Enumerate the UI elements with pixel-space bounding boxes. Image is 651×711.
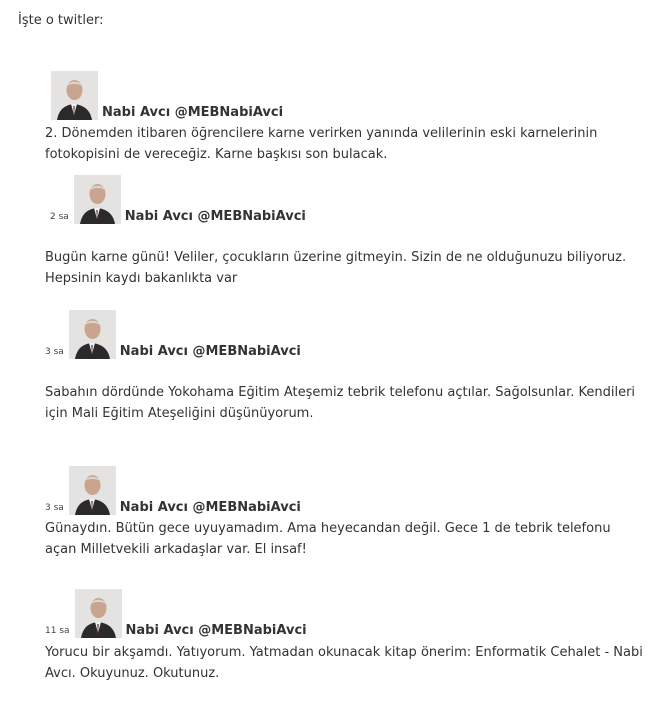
portrait-icon — [74, 175, 121, 224]
tweet-text: Sabahın dördünde Yokohama Eğitim Ateşemiz tebrik telefonu açtılar. Sağolsunlar. Kendileri için Mali Eğitim Ateşeliğini düşünüyorum. — [45, 385, 636, 421]
tweet-time[interactable]: 3 sa — [45, 347, 64, 357]
intro-text: İşte o twitler: — [18, 13, 104, 28]
portrait-icon — [69, 466, 116, 515]
avatar[interactable] — [69, 310, 116, 359]
tweet-text: Bugün karne günü! Veliler, çocukların üzerine gitmeyin. Sizin de ne olduğunuzu biliyoruz. Hepsinin kaydı bakanlıkta var — [45, 250, 627, 286]
tweet-header — [50, 175, 306, 224]
portrait-icon — [51, 71, 98, 120]
tweet-header — [51, 71, 283, 120]
tweet-header — [45, 589, 307, 638]
tweet-header — [45, 310, 301, 359]
tweet-text: Günaydın. Bütün gece uyuyamadım. Ama heyecandan değil. Gece 1 de tebrik telefonu açan Milletvekili arkadaşlar var. El insaf! — [45, 521, 611, 557]
avatar[interactable] — [74, 175, 121, 224]
tweet-author[interactable]: Nabi Avcı @MEBNabiAvci — [102, 105, 284, 120]
tweet-time[interactable]: 11 sa — [45, 626, 70, 636]
tweet-author[interactable]: Nabi Avcı @MEBNabiAvci — [119, 500, 301, 515]
tweet-time[interactable]: 2 sa — [50, 212, 69, 222]
tweet-text: Yorucu bir akşamdı. Yatıyorum. Yatmadan okunacak kitap önerim: Enformatik Cehalet - Nabi Avcı. Okuyunuz. Okutunuz. — [45, 645, 643, 681]
tweet-author[interactable]: Nabi Avcı @MEBNabiAvci — [125, 623, 307, 638]
tweet-header — [45, 466, 301, 515]
avatar[interactable] — [69, 466, 116, 515]
avatar[interactable] — [51, 71, 98, 120]
portrait-icon — [69, 310, 116, 359]
tweet-author[interactable]: Nabi Avcı @MEBNabiAvci — [124, 209, 306, 224]
portrait-icon — [75, 589, 122, 638]
tweet-text: 2. Dönemden itibaren öğrencilere karne verirken yanında velilerinin eski karnelerinin fotokopisini de vereceğiz. Karne başkısı son bulacak. — [45, 126, 598, 162]
tweet-author[interactable]: Nabi Avcı @MEBNabiAvci — [119, 344, 301, 359]
tweet-time[interactable]: 3 sa — [45, 503, 64, 513]
avatar[interactable] — [75, 589, 122, 638]
